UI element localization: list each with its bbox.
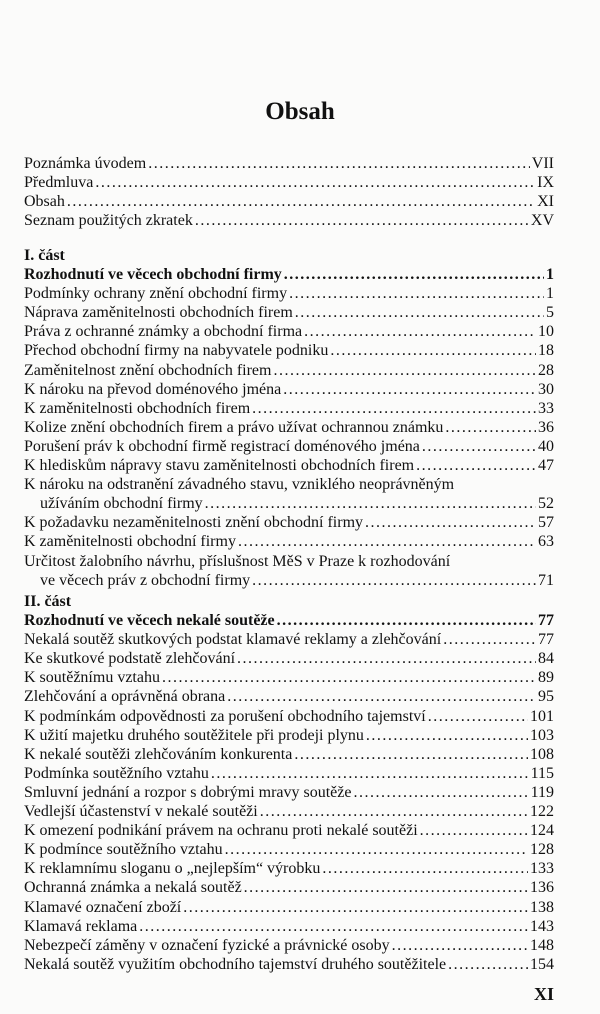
toc-entry <box>24 707 554 726</box>
toc-entry-title: Náprava zaměnitelnosti obchodních firem <box>24 304 293 322</box>
leader-dots <box>416 456 536 475</box>
leader-dots <box>353 783 528 802</box>
toc-entry <box>24 154 554 173</box>
leader-dots <box>392 936 528 955</box>
toc-entry-page: 52 <box>538 495 554 513</box>
toc-entry <box>24 764 554 783</box>
leader-dots <box>304 322 536 341</box>
leader-dots <box>322 859 528 878</box>
toc-entry <box>24 668 554 687</box>
toc-entry-title: K nároku na odstranění závadného stavu, vzniklého neoprávněným <box>24 476 455 494</box>
toc-entry-page: 71 <box>538 571 554 589</box>
toc-entry <box>24 399 554 418</box>
leader-dots <box>95 173 535 192</box>
toc-entry <box>24 284 554 303</box>
toc-entry <box>24 173 554 192</box>
toc-entry-title: K požadavku nezaměnitelnosti znění obchodní firmy <box>24 514 364 532</box>
toc-entry-page: XI <box>537 193 554 211</box>
leader-dots <box>445 418 536 437</box>
toc-entry-page: 143 <box>530 917 554 935</box>
toc-entry <box>24 341 554 360</box>
toc-entry-page: 115 <box>530 764 554 782</box>
leader-dots <box>294 745 528 764</box>
toc-entry-page: 57 <box>538 514 554 532</box>
toc-entry-page: 40 <box>538 437 554 455</box>
toc-entry-title: Zaměnitelnost znění obchodních firem <box>24 361 272 379</box>
toc-entry <box>24 936 554 955</box>
toc-entry <box>24 859 554 878</box>
toc-part-1 <box>24 246 554 590</box>
toc-section-heading <box>24 611 554 630</box>
part-label: I. část <box>24 247 65 264</box>
toc-entry-title: K užití majetku druhého soutěžitele při prodeji plynu <box>24 726 364 744</box>
leader-dots <box>252 571 536 590</box>
toc-entry <box>24 821 554 840</box>
toc-entry-line <box>24 475 554 494</box>
toc-entry-title-continued: ve věcech práv z obchodní firmy <box>40 571 251 589</box>
leader-dots <box>244 878 528 897</box>
toc-entry-title: Nekalá soutěž využitím obchodního tajemství druhého soutěžitele <box>24 955 447 973</box>
toc-entry-title: Nekalá soutěž skutkových podstat klamavé reklamy a zlehčování <box>24 631 442 649</box>
toc-entry-title: K podmínkám odpovědnosti za porušení obchodního tajemství <box>24 707 426 725</box>
leader-dots <box>448 955 528 974</box>
toc-entry-title: Klamavá reklama <box>24 917 138 935</box>
toc-entry-title: K zaměnitelnosti obchodní firmy <box>24 533 236 551</box>
toc-entry <box>24 211 554 230</box>
toc-entry-page: 108 <box>530 745 554 763</box>
toc-entry-title: Rozhodnutí ve věcech obchodní firmy <box>24 266 282 284</box>
toc-entry <box>24 878 554 897</box>
toc-entry-title: Určitost žalobního návrhu, příslušnost MěS v Praze k rozhodování <box>24 552 451 570</box>
leader-dots <box>365 513 536 532</box>
leader-dots <box>252 399 536 418</box>
toc-entry-title: Smluvní jednání a rozpor s dobrými mravy soutěže <box>24 783 352 801</box>
leader-dots <box>260 802 528 821</box>
leader-dots <box>330 341 536 360</box>
toc-entry <box>24 745 554 764</box>
toc-entry <box>24 687 554 706</box>
toc-entry <box>24 513 554 532</box>
toc-entry-page: 148 <box>530 936 554 954</box>
toc-entry <box>24 783 554 802</box>
toc-entry <box>24 380 554 399</box>
toc-entry-page: 101 <box>530 707 554 725</box>
toc-entry-title: Seznam použitých zkratek <box>24 212 193 230</box>
toc-entry-page: 47 <box>538 457 554 475</box>
leader-dots <box>237 649 536 668</box>
toc-entry <box>24 437 554 456</box>
toc-entry-title: Podmínka soutěžního vztahu <box>24 764 209 782</box>
leader-dots <box>238 532 536 551</box>
toc-entry-page: 63 <box>538 533 554 551</box>
toc-entry-page: 95 <box>538 688 554 706</box>
toc-entry-page: 119 <box>530 783 554 801</box>
leader-dots <box>420 821 528 840</box>
toc-entry-page: 103 <box>530 726 554 744</box>
leader-dots <box>284 265 544 284</box>
leader-dots <box>283 380 536 399</box>
toc-entry-page: 1 <box>546 266 554 284</box>
page-title: Obsah <box>265 98 335 125</box>
toc-entry-title: Nebezpečí záměny v označení fyzické a právnické osoby <box>24 936 390 954</box>
toc-entry-title: K zaměnitelnosti obchodních firem <box>24 399 251 417</box>
toc-entry-page: 77 <box>538 631 554 649</box>
leader-dots <box>277 611 536 630</box>
toc-entry-page: 10 <box>538 323 554 341</box>
toc-entry <box>24 494 554 513</box>
toc-entry-page: 28 <box>538 361 554 379</box>
toc-entry-title: Obsah <box>24 193 65 211</box>
toc-entry-page: 30 <box>538 380 554 398</box>
toc-part-2 <box>24 592 554 974</box>
toc-entry-title: K nekalé soutěži zlehčováním konkurenta <box>24 745 293 763</box>
toc-entry-title: K nároku na převod doménového jména <box>24 380 282 398</box>
toc-entry-title: Přechod obchodní firmy na nabyvatele podniku <box>24 342 329 360</box>
toc-entry-page: 18 <box>538 342 554 360</box>
toc-entry <box>24 303 554 322</box>
leader-dots <box>227 687 536 706</box>
toc-entry-page: 124 <box>530 822 554 840</box>
leader-dots <box>289 284 544 303</box>
toc-entry-title: Klamavé označení zboží <box>24 898 182 916</box>
toc-entry-title: Kolize znění obchodních firem a právo užívat ochrannou známku <box>24 418 444 436</box>
leader-dots <box>225 840 528 859</box>
toc-entry-title: K podmínce soutěžního vztahu <box>24 841 223 859</box>
toc-entry-title: Ke skutkové podstatě zlehčování <box>24 650 236 668</box>
toc-entry <box>24 898 554 917</box>
leader-dots <box>139 917 528 936</box>
toc-entry-title: K soutěžnímu vztahu <box>24 669 160 687</box>
toc-entry <box>24 192 554 211</box>
toc-entry <box>24 571 554 590</box>
leader-dots <box>211 764 529 783</box>
toc-entry-title: Vedlejší účastenství v nekalé soutěži <box>24 803 258 821</box>
toc-entry <box>24 955 554 974</box>
toc-entry-page: XV <box>530 212 554 230</box>
toc-entry <box>24 456 554 475</box>
leader-dots <box>183 898 528 917</box>
toc-entry-page: 136 <box>530 879 554 897</box>
toc-entry-title: Poznámka úvodem <box>24 155 147 172</box>
toc-entry <box>24 917 554 936</box>
toc-entry <box>24 532 554 551</box>
leader-dots <box>273 361 536 380</box>
toc-entry-page: 5 <box>546 304 554 322</box>
part-label: II. část <box>24 593 72 610</box>
toc-entry-page: 36 <box>538 418 554 436</box>
toc-entry-title: Porušení práv k obchodní firmě registrací doménového jména <box>24 437 420 455</box>
toc-entry-page: 128 <box>530 841 554 859</box>
leader-dots <box>162 668 536 687</box>
toc-entry-title-continued: užíváním obchodní firmy <box>40 495 203 513</box>
toc-entry-title: Rozhodnutí ve věcech nekalé soutěže <box>24 612 275 630</box>
toc-entry <box>24 630 554 649</box>
toc-entry-page: 89 <box>538 669 554 687</box>
toc-entry-title: K omezení podnikání právem na ochranu proti nekalé soutěži <box>24 822 418 840</box>
toc-entry <box>24 322 554 341</box>
toc-entry-title: K hlediskům nápravy stavu zaměnitelnosti obchodních firem <box>24 457 415 475</box>
page-number: XI <box>533 984 554 1004</box>
toc-entry <box>24 840 554 859</box>
leader-dots <box>148 154 530 173</box>
toc-entry-page: VII <box>531 155 554 172</box>
toc-entry-title: K reklamnímu sloganu o „nejlepším“ výrobku <box>24 860 321 878</box>
toc-entry-page: 154 <box>530 955 554 973</box>
toc-entry-line <box>24 552 554 571</box>
toc-entry <box>24 649 554 668</box>
leader-dots <box>366 726 528 745</box>
toc-entry-title: Práva z ochranné známky a obchodní firma <box>24 323 303 341</box>
toc-section-heading <box>24 265 554 284</box>
leader-dots <box>67 192 535 211</box>
toc-front-matter <box>24 154 554 230</box>
leader-dots <box>195 211 529 230</box>
toc-entry-title: Ochranná známka a nekalá soutěž <box>24 879 242 897</box>
leader-dots <box>422 437 536 456</box>
toc-entry <box>24 418 554 437</box>
toc-entry-title: Předmluva <box>24 174 94 192</box>
toc-entry-page: 138 <box>530 898 554 916</box>
toc-entry-page: 33 <box>538 399 554 417</box>
toc-entry-title: Zlehčování a oprávněná obrana <box>24 688 226 706</box>
toc-entry-title: Podmínky ochrany znění obchodní firmy <box>24 285 288 303</box>
leader-dots <box>443 630 536 649</box>
toc-entry-page: 77 <box>538 612 554 630</box>
toc-entry <box>24 802 554 821</box>
toc-entry <box>24 361 554 380</box>
leader-dots <box>295 303 544 322</box>
toc-entry-page: 84 <box>538 650 554 668</box>
toc-entry-page: 1 <box>546 285 554 303</box>
leader-dots <box>205 494 536 513</box>
toc-entry-page: IX <box>537 174 554 192</box>
toc-entry-page: 122 <box>530 803 554 821</box>
toc-entry <box>24 726 554 745</box>
toc-entry-page: 133 <box>530 860 554 878</box>
leader-dots <box>428 707 528 726</box>
